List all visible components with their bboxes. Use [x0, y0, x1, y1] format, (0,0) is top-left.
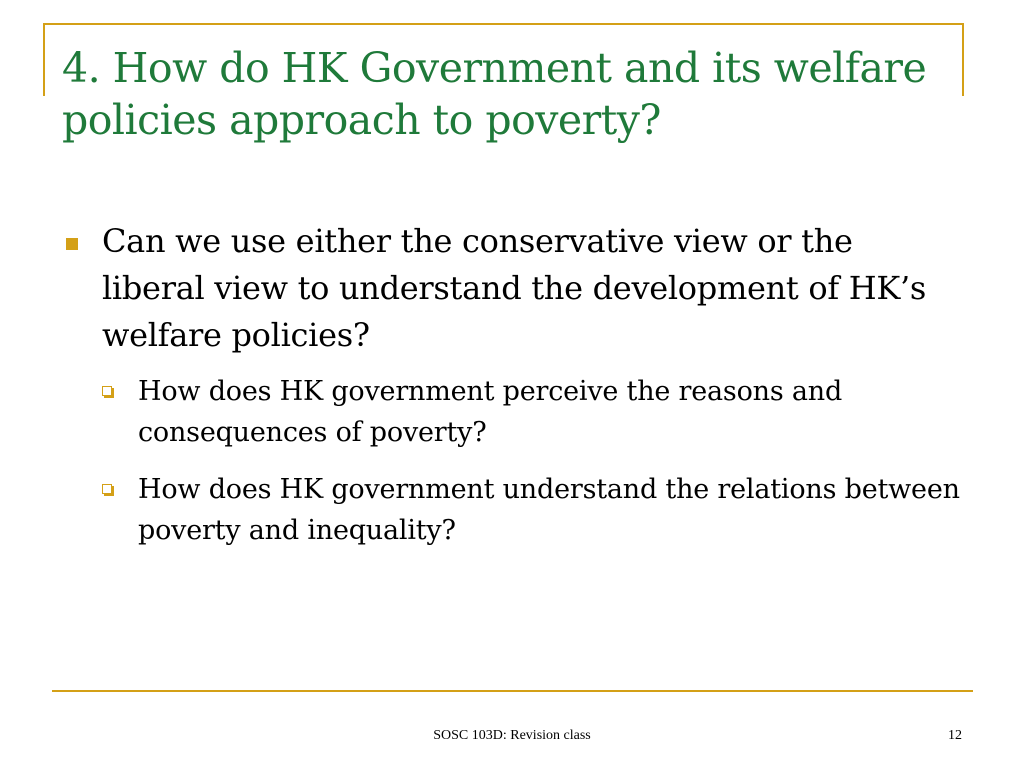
frame-left-rule: [43, 23, 45, 96]
frame-top-rule: [43, 23, 964, 25]
bullet-text: Can we use either the conservative view or the liberal view to understand the development of HK’s welfare policies?: [102, 222, 926, 354]
sub-bullet-item: [102, 371, 962, 453]
sub-bullet-text: How does HK government perceive the reasons and consequences of poverty?: [138, 376, 843, 448]
page-number: 12: [948, 728, 962, 743]
sub-bullet-text: How does HK government understand the relations between poverty and inequality?: [138, 474, 960, 546]
slide-title: 4. How do HK Government and its welfare policies approach to poverty?: [62, 44, 927, 144]
slide-body: [62, 218, 962, 551]
footer-course-label: SOSC 103D: Revision class: [433, 728, 591, 743]
hollow-square-bullet-icon: [102, 386, 112, 396]
footer-rule: [52, 690, 973, 692]
bullet-item: [62, 218, 962, 359]
sub-bullet-item: [102, 469, 962, 551]
frame-right-rule: [962, 23, 964, 96]
square-bullet-icon: [66, 238, 78, 250]
hollow-square-bullet-icon: [102, 484, 112, 494]
